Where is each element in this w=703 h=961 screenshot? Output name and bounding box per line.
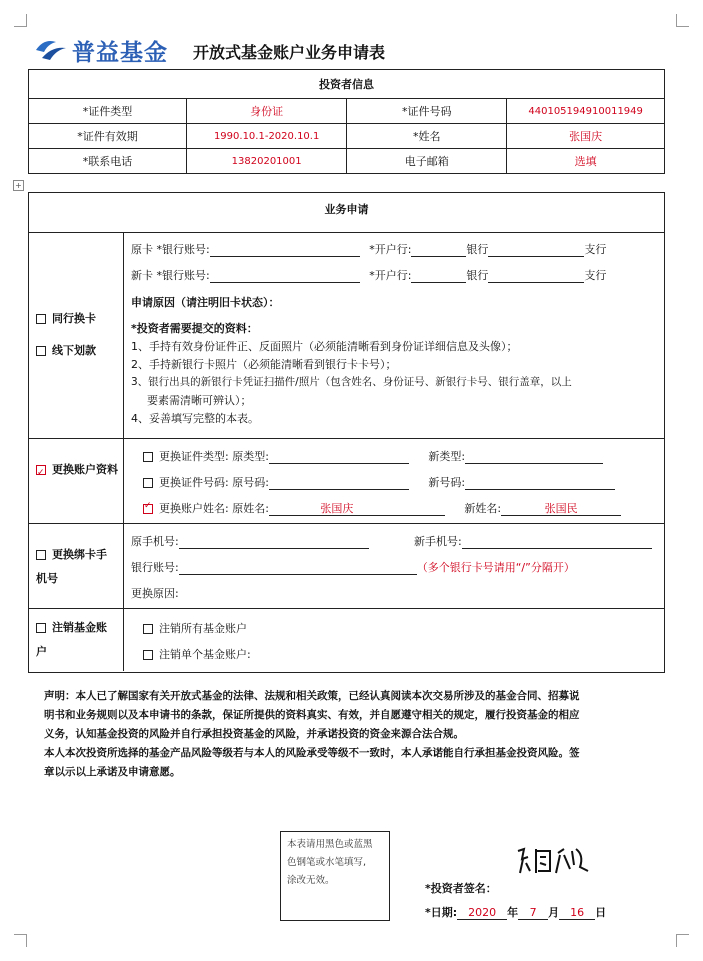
checkbox-icon[interactable] [36,550,46,560]
bank-account-note: （多个银行卡号请用“/”分隔开） [416,561,575,574]
phone-value[interactable]: 13820201001 [186,149,346,174]
bank-account-row: 银行账号: （多个银行卡号请用“/”分隔开） [131,561,575,574]
investor-section-title: 投资者信息 [29,70,665,99]
change-id-number-row: 更换证件号码: 原号码: 新号码: [143,474,615,490]
new-card-branch-field[interactable] [488,270,584,283]
crop-mark-bottom-right [676,934,689,947]
cancel-single-option[interactable]: 注销单个基金账户: [143,646,251,662]
doc-item-1: 1、手持有效身份证件正、反面照片（必须能清晰看到身份证详细信息及头像）； [131,340,518,353]
checkbox-icon[interactable] [36,623,46,633]
id-number-value[interactable]: 440105194910011949 [507,99,665,124]
id-valid-value[interactable]: 1990.10.1-2020.10.1 [186,124,346,149]
id-number-label: *证件号码 [347,99,507,124]
option-change-bound-phone[interactable]: 更换绑卡手 机号 [36,548,107,585]
doc-item-3-cont: 要素需清晰可辨认）； [147,394,252,407]
business-section-title: 业务申请 [324,203,369,216]
id-type-label: *证件类型 [29,99,187,124]
declaration-line: 本人本次投资所选择的基金产品风险等级若与本人的风险承受等级不一致时，本人承诺能自行承担基金投资风险。签 [44,747,580,759]
checkbox-icon[interactable] [36,314,46,324]
date-month-field[interactable]: 7 [518,907,548,920]
new-card-row: 新卡 *银行账号: *开户行: 银行 支行 [131,269,607,282]
old-card-bank-field[interactable] [411,244,466,257]
name-value[interactable]: 张国庆 [507,124,665,149]
handwritten-signature [514,845,592,877]
brand-logo [34,34,194,64]
new-card-bank-field[interactable] [411,270,466,283]
new-phone-field[interactable] [462,536,652,549]
id-valid-label: *证件有效期 [29,124,187,149]
new-card-account-field[interactable] [210,270,360,283]
checked-checkbox-icon[interactable] [143,504,153,514]
old-card-branch-field[interactable] [488,244,584,257]
option-offline-transfer[interactable]: 线下划款 [36,342,96,358]
option-cancel-fund-account[interactable]: 注销基金账 户 [36,621,107,658]
declaration-line: 明书和业务规则以及本申请书的条款，保证所提供的资料真实、有效，并自愿遵守相关的规定，履行投资基金的相应 [44,709,580,721]
crop-mark-top-right [676,14,689,27]
divider [123,232,124,671]
checkbox-icon[interactable] [36,346,46,356]
cancel-all-option[interactable]: 注销所有基金账户 [143,620,247,636]
name-label: *姓名 [347,124,507,149]
old-phone-field[interactable] [179,536,369,549]
reason-label: 申请原因（请注明旧卡状态）： [131,296,280,309]
notice-line: 涂改无效。 [287,875,335,886]
docs-title: *投资者需要提交的资料： [131,322,258,335]
doc-item-2: 2、手持新银行卡照片（必须能清晰看到银行卡卡号）； [131,358,397,371]
form-title: 开放式基金账户业务申请表 [193,43,386,62]
declaration-line: 章以示以上承诺及申请意愿。 [44,766,181,778]
new-id-number-field[interactable] [465,477,615,490]
change-id-type-row: 更换证件类型: 原类型: 新类型: [143,448,603,464]
new-id-type-field[interactable] [465,451,603,464]
table-move-handle-icon[interactable]: + [13,180,24,191]
old-card-account-field[interactable] [210,244,360,257]
notice-line: 色钢笔或水笔填写, [287,857,367,868]
email-label: 电子邮箱 [347,149,507,174]
doc-item-4: 4、妥善填写完整的本表。 [131,412,259,425]
ink-notice-box [280,831,390,921]
phone-label: *联系电话 [29,149,187,174]
new-name-field[interactable]: 张国民 [501,503,621,516]
checkbox-icon[interactable] [143,650,153,660]
option-same-bank-card[interactable]: 同行换卡 [36,310,96,326]
old-id-number-field[interactable] [269,477,409,490]
crop-mark-bottom-left [14,934,27,947]
old-name-field[interactable]: 张国庆 [269,503,445,516]
bank-account-field[interactable] [179,562,417,575]
investor-info-table [28,69,665,174]
notice-line: 本表请用黑色或蓝黑 [287,839,373,850]
date-day-field[interactable]: 16 [559,907,595,920]
new-phone-row: 新手机号: [414,533,652,549]
declaration-line: 声明：本人已了解国家有关开放式基金的法律、法规和相关政策，已经认真阅读本次交易所涉及的基金合同、招募说 [44,690,580,702]
old-phone-row: 原手机号: [131,533,369,549]
old-id-type-field[interactable] [269,451,409,464]
option-change-account-info[interactable]: ✓更换账户资料 [36,459,120,481]
email-value[interactable]: 选填 [507,149,665,174]
phone-change-reason: 更换原因: [131,587,179,600]
brand-name: 普益基金 [72,40,168,66]
change-name-row: ✓更换账户姓名: 原姓名: 张国庆 新姓名: 张国民 [143,500,621,516]
id-type-value[interactable]: 身份证 [186,99,346,124]
declaration-line: 义务，认知基金投资的风险并自行承担投资基金的风险，并承诺投资的资金来源合法合规。 [44,728,464,740]
date-row: *日期: 2020 年 7 月 16 日 [425,906,607,919]
logo-mark-icon [34,36,68,62]
date-year-field[interactable]: 2020 [457,907,507,920]
crop-mark-top-left [14,14,27,27]
declaration [44,687,684,782]
checkbox-icon[interactable] [143,478,153,488]
doc-item-3: 3、银行出具的新银行卡凭证扫描件/照片（包含姓名、身份证号、新银行卡号、银行盖章，以上 [131,376,572,388]
checked-checkbox-icon[interactable] [36,465,46,475]
signature-label: *投资者签名： [425,882,497,895]
checkbox-icon[interactable] [143,452,153,462]
checkbox-icon[interactable] [143,624,153,634]
old-card-row: 原卡 *银行账号: *开户行: 银行 支行 [131,243,607,256]
